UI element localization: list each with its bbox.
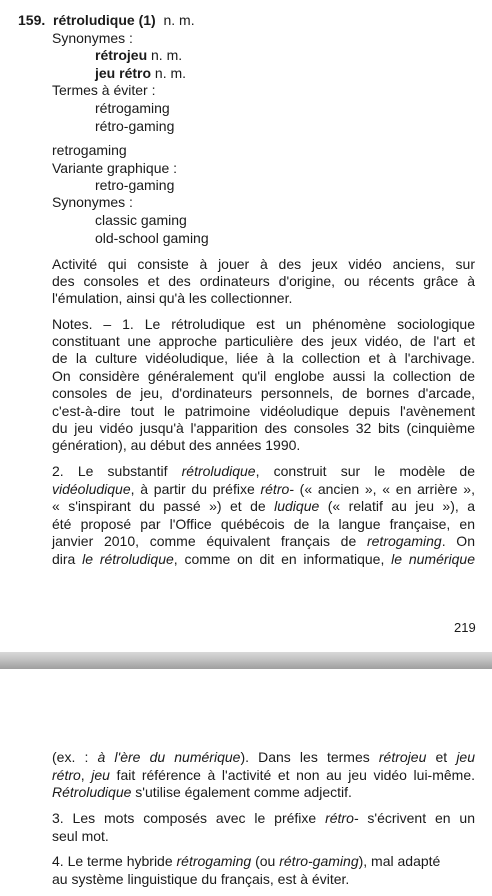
entry-number: 159. [18,12,46,28]
continuation-line: (ex. : à l'ère du numérique). Dans les termes rétrojeu et jeu [52,749,475,765]
note1-line: génération), au début des années 1990. [52,437,301,453]
note1-line: On considère généralement qu'il englobe aussi la collection de [52,368,475,384]
english-term: retrogaming [52,142,127,158]
note4-line: 4. Le terme hybride rétrogaming (ou rétro-gaming), mal adapté [52,853,441,869]
note2-line: 2. Le substantif rétroludique, construit sur le modèle de [52,463,475,479]
note2-line: « s'inspirant du passé ») et de ludique (« relatif au jeu »), a [52,498,475,514]
synonyms-label: Synonymes : [52,30,133,46]
avoid-label: Termes à éviter : [52,82,156,98]
note2-line: vidéoludique, à partir du préfixe rétro- (« ancien », « en arrière », [52,481,475,497]
entry-pos: n. m. [163,12,195,28]
note2-line: janvier 2010, comme équivalent français de retrogaming. On [52,533,475,549]
synonym-item: jeu rétro n. m. [95,65,187,81]
definition-line: des consoles et des ordinateurs d'origine, ou récents grâce à [52,273,475,289]
variant-label: Variante graphique : [52,160,178,176]
note1-line: du jeu vidéo jusqu'à l'apparition des consoles 32 bits (cinquième [52,420,475,436]
entry-header [18,12,195,29]
note1-line: constituant une approche particulière des jeux vidéo, de l'art et [52,333,475,349]
note1-line: c'est-à-dire tout le patrimoine vidéoludique depuis l'avènement [52,403,475,419]
note1-line: Notes. – 1. Le rétroludique est un phénomène sociologique [52,316,475,332]
note1-line: de la culture vidéoludique, liée à la collection et à l'archivage. [52,350,475,366]
english-synonym-item: old-school gaming [95,230,209,246]
definition-line: l'émulation, ainsi qu'à les collectionner. [52,290,293,306]
note3-line: 3. Les mots composés avec le préfixe rétro- s'écrivent en un [52,810,475,826]
avoid-item: rétro-gaming [95,118,175,134]
note2-line: dira le rétroludique, comme on dit en informatique, le numérique [52,551,475,567]
english-synonyms-label: Synonymes : [52,194,133,210]
page-number: 219 [454,620,476,635]
page-separator [0,652,492,669]
variant-item: retro-gaming [95,177,175,193]
definition-line: Activité qui consiste à jouer à des jeux vidéo anciens, sur [52,256,475,272]
continuation-line: rétro, jeu fait référence à l'activité et non au jeu vidéo lui-même. [52,767,476,783]
english-synonym-item: classic gaming [95,212,187,228]
synonym-item: rétrojeu n. m. [95,47,183,63]
avoid-item: rétrogaming [95,100,170,116]
note2-line: été proposé par l'Office québécois de la langue française, en [52,516,475,532]
entry-term: rétroludique (1) [53,12,156,28]
note4-line: au système linguistique du français, est à éviter. [52,871,350,887]
note3-line: seul mot. [52,828,109,844]
note1-line: consoles de jeu, d'ordinateurs personnels, de bornes d'arcade, [52,385,475,401]
continuation-line: Rétroludique s'utilise également comme adjectif. [52,784,352,800]
